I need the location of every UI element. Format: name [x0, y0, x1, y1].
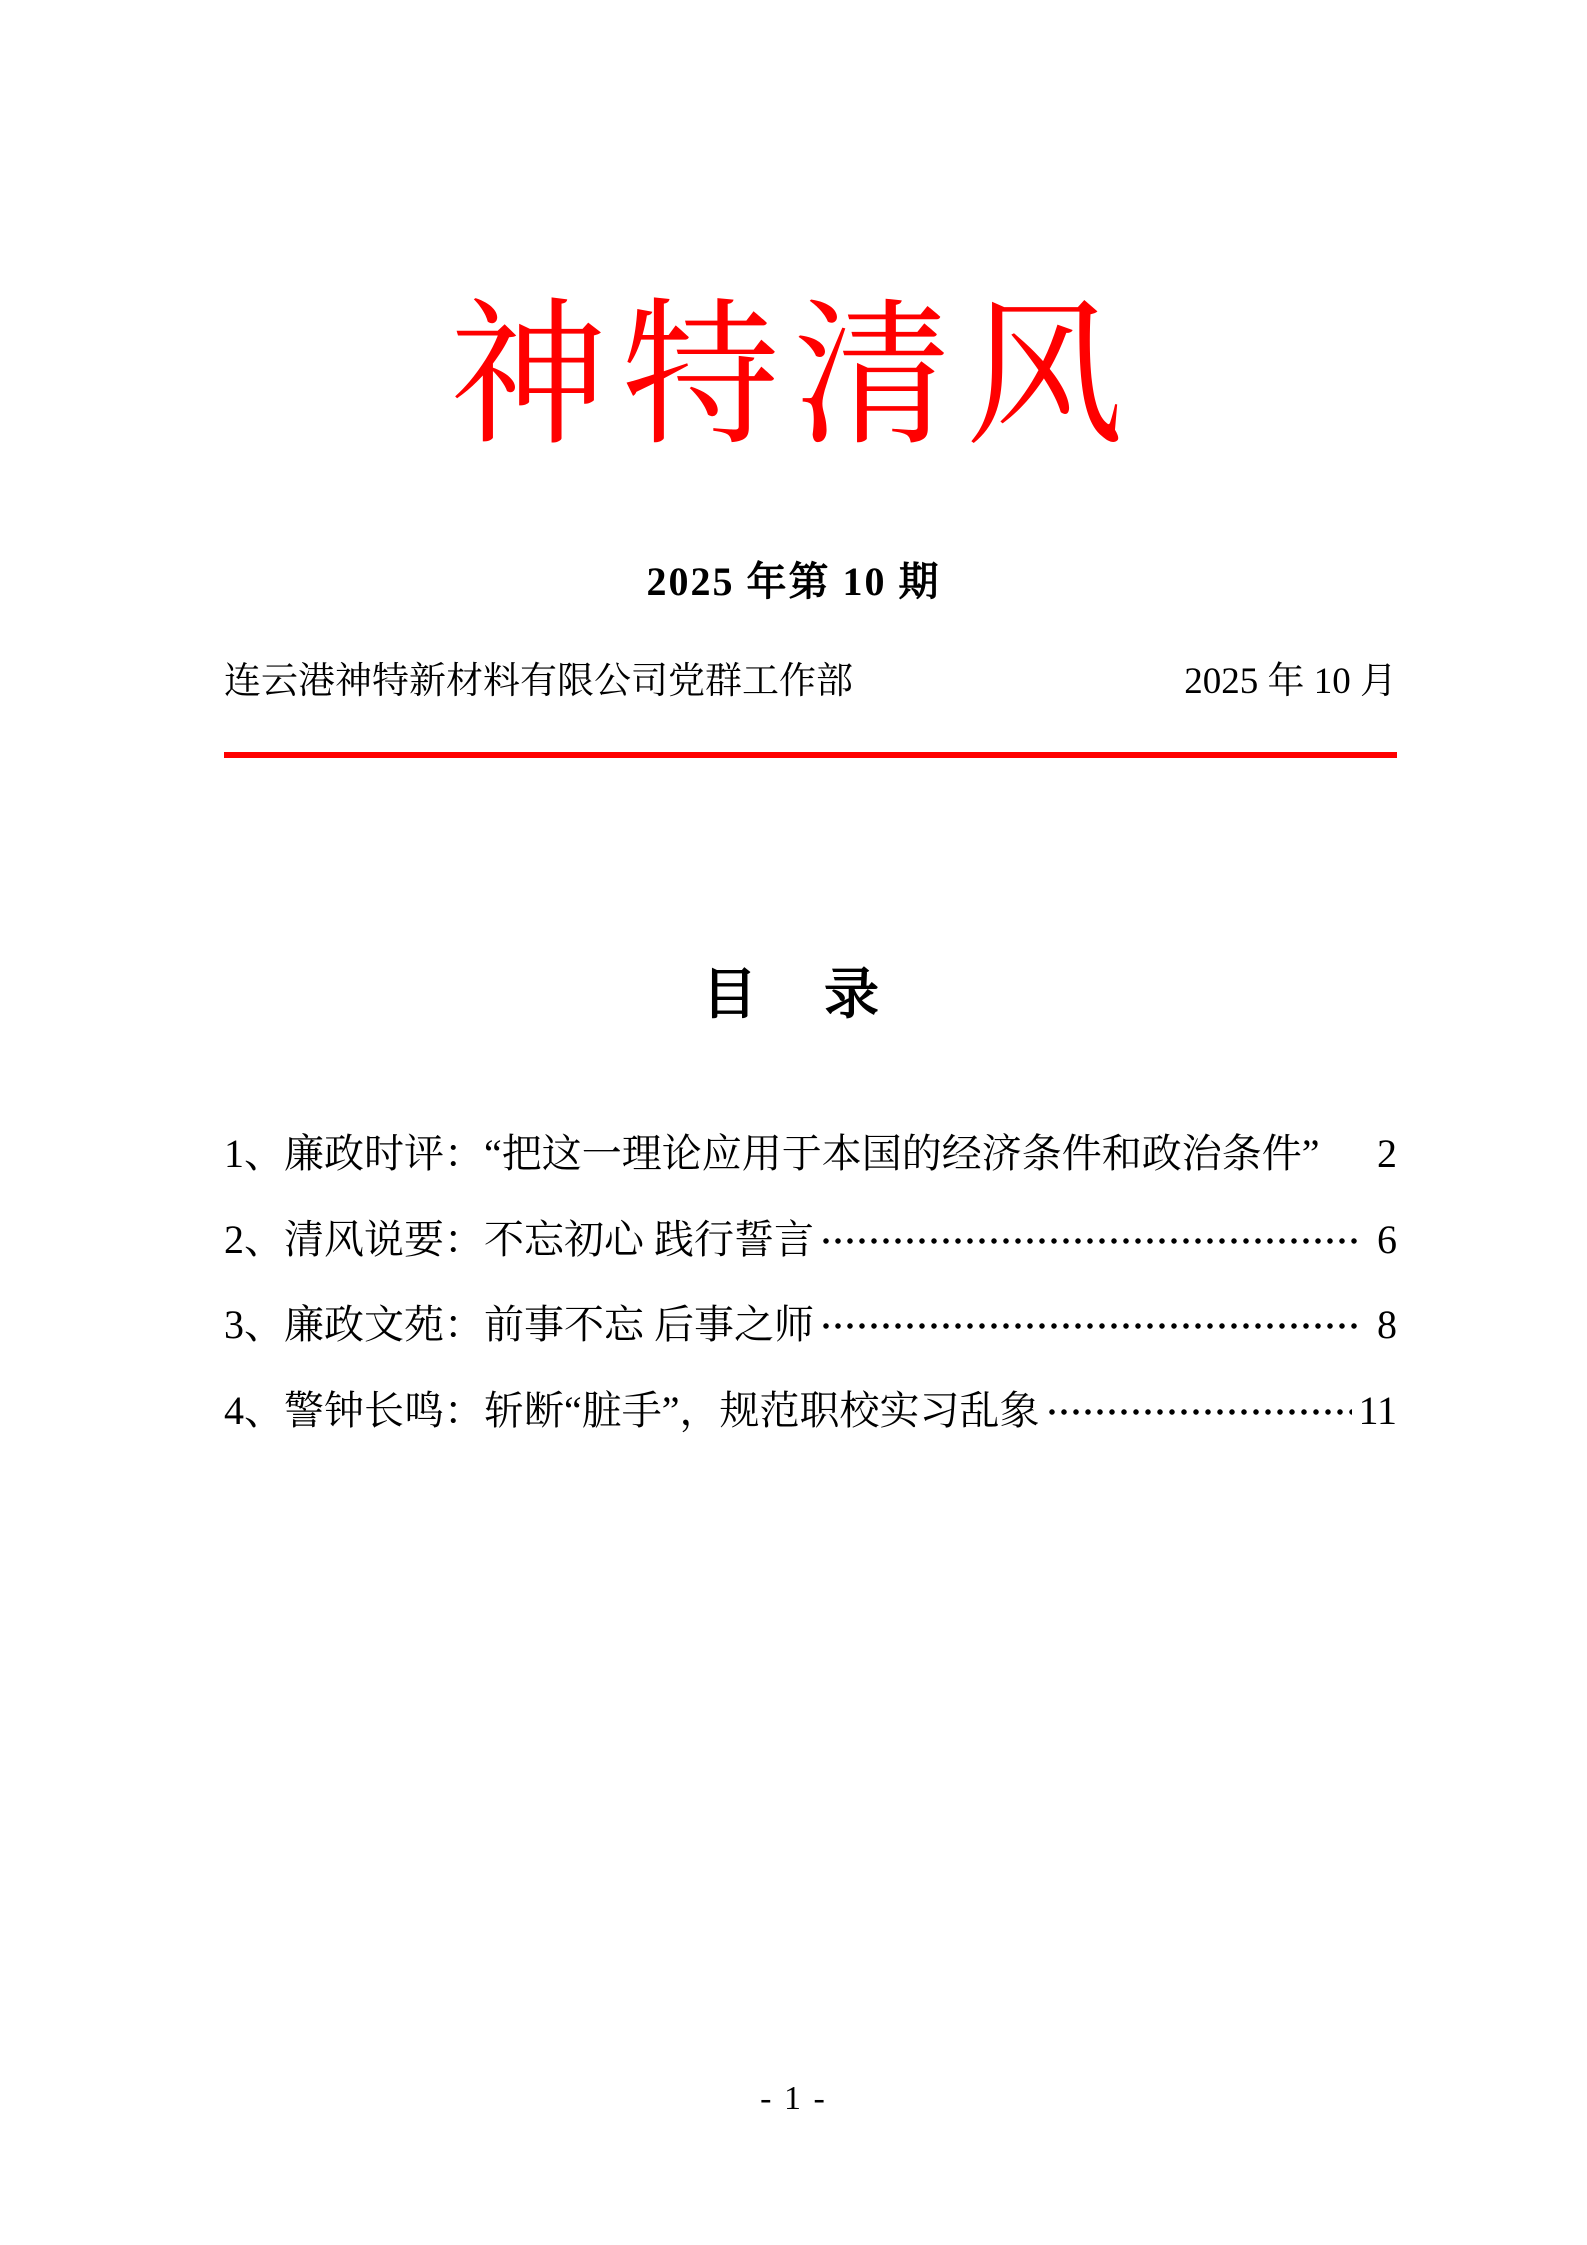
toc-dot-leader	[1324, 1130, 1361, 1178]
publication-date: 2025 年 10 月	[1184, 661, 1397, 702]
publisher-row	[224, 660, 1397, 704]
toc-entry-title: 3、廉政文苑：前事不忘 后事之师	[224, 1302, 814, 1347]
toc-page-number: 6	[1377, 1217, 1397, 1262]
toc-dot-leader	[818, 1216, 1361, 1264]
toc-dot-leader	[1044, 1387, 1353, 1435]
issue-number: 2025 年第 10 期	[646, 559, 941, 604]
toc-entry-title: 1、廉政时评：“把这一理论应用于本国的经济条件和政治条件”	[224, 1131, 1320, 1176]
masthead-title: 神特清风	[449, 290, 1138, 465]
toc-entry-title: 2、清风说要：不忘初心 践行誓言	[224, 1217, 814, 1262]
toc-heading: 目 录	[701, 964, 885, 1025]
toc-entry-4	[224, 1387, 1397, 1435]
publisher-name: 连云港神特新材料有限公司党群工作部	[224, 661, 853, 702]
toc-entry-1	[224, 1130, 1397, 1178]
toc-dot-leader	[818, 1301, 1361, 1349]
masthead-divider-rule	[224, 752, 1397, 758]
toc-page-number: 2	[1377, 1131, 1397, 1176]
toc-entry-2	[224, 1216, 1397, 1264]
toc-entry-title: 4、警钟长鸣：斩断“脏手”，规范职校实习乱象	[224, 1388, 1040, 1433]
toc-page-number: 8	[1377, 1302, 1397, 1347]
footer-page-number: - 1 -	[760, 2080, 827, 2117]
toc-entry-3	[224, 1301, 1397, 1349]
toc-page-number: 11	[1358, 1388, 1397, 1433]
